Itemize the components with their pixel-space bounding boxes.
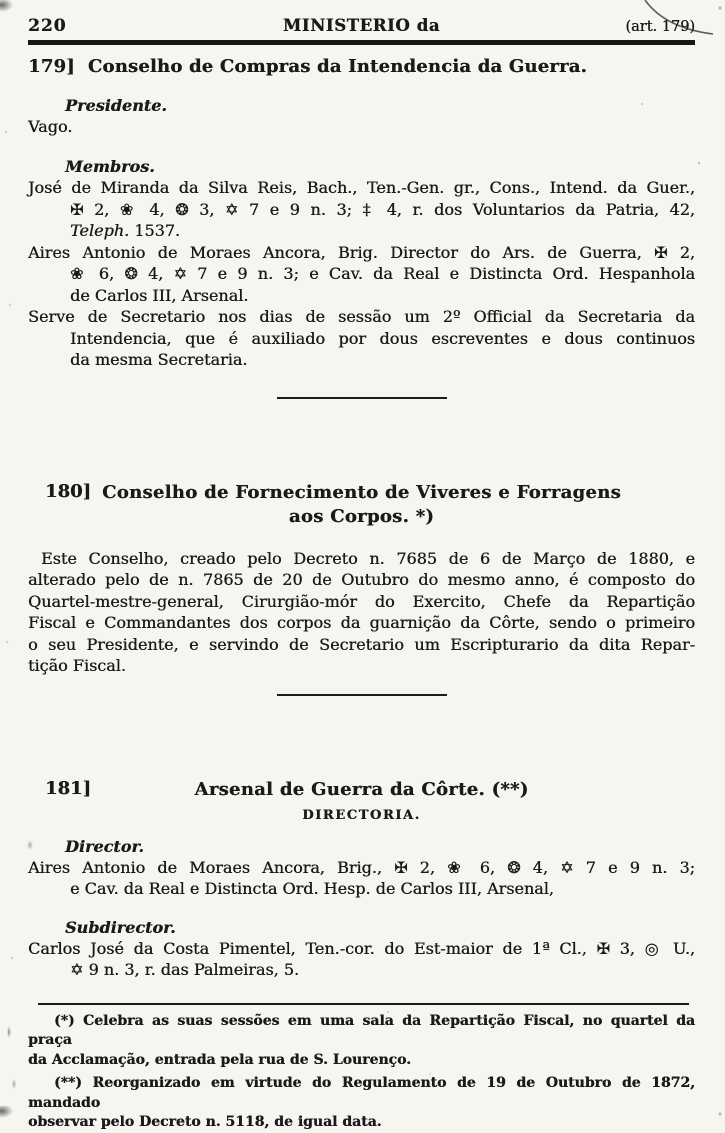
member-entry-jose [28, 177, 695, 242]
text-segment: Intendencia, que é auxiliado por dous escreventes e dous continuos [70, 328, 695, 348]
director-entry [28, 857, 695, 900]
text-line [28, 242, 695, 264]
text-segment: 4, [138, 199, 176, 219]
text-line [28, 655, 695, 677]
text-line [28, 634, 695, 656]
text-line [28, 263, 695, 285]
text-line [28, 938, 695, 960]
circled-medal-icon: ◎ [644, 938, 664, 958]
secretary-note [28, 306, 695, 371]
running-header [28, 0, 695, 36]
text-segment: U., [663, 938, 696, 958]
text-segment: 3, [609, 938, 645, 958]
text-line [28, 857, 695, 879]
section-180-heading [28, 481, 695, 529]
double-dagger-medal-icon: ‡ [362, 199, 377, 219]
text-segment: 4, [137, 264, 174, 283]
maltese-cross-medal-icon: ✠ [654, 242, 668, 262]
six-pointed-star-medal-icon: ✡ [224, 199, 239, 219]
text-segment: 9 n. 3, r. das Palmeiras, 5. [83, 960, 300, 979]
text-line [28, 306, 695, 328]
section-180-number: 180] [45, 480, 92, 502]
six-pointed-star-medal-icon: ✡ [70, 960, 84, 979]
section-separator [277, 694, 447, 696]
text-line [28, 220, 695, 242]
text-line [28, 349, 695, 371]
footnote-rule [38, 1003, 689, 1005]
text-line [28, 1012, 695, 1051]
article-reference: (art. 179) [625, 19, 695, 35]
text-segment: Quartel-mestre-general, Cirurgião-mór do Exercito, Chefe da Repartição [28, 591, 695, 611]
footnote-2 [28, 1074, 695, 1133]
maltese-cross-medal-icon: ✠ [70, 199, 84, 219]
director-label: Director. [65, 836, 144, 856]
text-line [28, 1051, 695, 1071]
text-segment: Serve de Secretario nos dias de sessão um 2º Official da Secretaria da [28, 307, 695, 326]
text-line [28, 199, 695, 221]
crowned-rosette-medal-icon: ❀ [447, 857, 468, 877]
maltese-cross-medal-icon: ✠ [394, 857, 408, 877]
rosette-star-medal-icon: ❂ [124, 264, 138, 283]
text-line [28, 328, 695, 350]
text-segment: de Carlos III, Arsenal. [70, 285, 249, 305]
section-180-paragraph [28, 548, 695, 677]
section-180-title-line2: aos Corpos. *) [288, 505, 435, 527]
text-line [28, 878, 695, 900]
text-segment: tição Fiscal. [28, 656, 126, 675]
text-segment: 6, [88, 264, 125, 283]
subdirector-label: Subdirector. [65, 917, 176, 937]
header-rule [28, 40, 695, 45]
text-segment: 7 e 9 n. 3; [238, 199, 363, 219]
section-separator [277, 397, 447, 399]
rosette-star-medal-icon: ❂ [507, 857, 521, 877]
text-segment: 7 e 9 n. 3; [573, 857, 696, 877]
text-segment: 2, [83, 199, 120, 219]
text-segment: Fiscal e Commandantes dos corpos da guarnição da Côrte, sendo o primeiro [28, 613, 695, 632]
text-segment: (**) Reorganizado em virtude do Regulamento de 19 de Outubro de 1872, mandado [28, 1075, 695, 1111]
text-segment: (*) Celebra as suas sessões em uma sala da Repartição Fiscal, no quartel da praça [28, 1012, 695, 1048]
text-line [28, 959, 695, 981]
rosette-star-medal-icon: ❂ [175, 199, 189, 219]
text-segment: 6, [467, 857, 508, 877]
text-segment: observar pelo Decreto n. 5118, de igual data. [28, 1114, 382, 1130]
subdirector-entry [28, 938, 695, 981]
text-line [28, 548, 695, 570]
text-segment: Aires Antonio de Moraes Ancora, Brig., [28, 857, 395, 877]
section-179-heading [28, 56, 695, 78]
text-segment: e Cav. da Real e Distincta Ord. Hesp. de Carlos III, Arsenal, [70, 879, 554, 898]
text-segment: 1537. [129, 221, 181, 240]
text-segment: alterado pelo de n. 7865 de 20 de Outubro do mesmo anno, é composto do [28, 570, 695, 589]
text-segment: da mesma Secretaria. [70, 350, 248, 369]
section-180-title-line1: Conselho de Fornecimento de Viveres e Forragens [102, 481, 621, 503]
text-segment: Teleph. [70, 221, 130, 240]
footnote-1 [28, 1012, 695, 1071]
section-181-number: 181] [45, 777, 92, 799]
text-segment: 2, [407, 857, 448, 877]
section-181-title: Arsenal de Guerra da Côrte. (**) [194, 778, 529, 800]
text-segment: 2, [667, 242, 695, 262]
text-segment: 7 e 9 n. 3; e Cav. da Real e Distincta Ord. Hespanhola [186, 264, 696, 283]
text-segment: José de Miranda da Silva Reis, Bach., Ten.-Gen. gr., Cons., Intend. da Guer., [28, 178, 695, 197]
section-181-heading [28, 778, 695, 802]
section-179-title: Conselho de Compras da Intendencia da Guerra. [87, 55, 587, 77]
page-number: 220 [28, 16, 67, 36]
text-line [28, 612, 695, 634]
crowned-rosette-medal-icon: ❀ [70, 264, 89, 283]
text-segment: o seu Presidente, e servindo de Secretario um Escripturario da dita Repar- [28, 634, 695, 654]
text-line [28, 177, 695, 199]
crowned-rosette-medal-icon: ❀ [119, 199, 139, 219]
text-line [28, 285, 695, 307]
text-segment: 3, [188, 199, 225, 219]
text-line [28, 1074, 695, 1113]
maltese-cross-medal-icon: ✠ [596, 938, 610, 958]
text-line [28, 591, 695, 613]
presidente-label: Presidente. [65, 95, 167, 115]
text-line [28, 1113, 695, 1133]
text-segment: Carlos José da Costa Pimentel, Ten.-cor. do Est-maior de 1ª Cl., [28, 938, 597, 958]
six-pointed-star-medal-icon: ✡ [173, 264, 187, 283]
text-line [28, 569, 695, 591]
running-title: MINISTERIO da [282, 16, 441, 35]
directoria-subtitle: DIRECTORIA. [302, 807, 421, 823]
text-segment: 4, r. dos Voluntarios da Patria, 42, [376, 199, 696, 219]
six-pointed-star-medal-icon: ✡ [560, 857, 574, 877]
text-segment: Este Conselho, creado pelo Decreto n. 7685 de 6 de Março de 1880, e [41, 548, 695, 568]
text-segment: Aires Antonio de Moraes Ancora, Brig. Director do Ars. de Guerra, [28, 242, 654, 262]
section-179-number: 179] [28, 55, 75, 77]
membros-label: Membros. [65, 157, 155, 176]
text-segment: 4, [520, 857, 561, 877]
member-entry-aires [28, 242, 695, 307]
text-segment: da Acclamação, entrada pela rua de S. Lourenço. [28, 1051, 412, 1068]
presidente-value: Vago. [28, 116, 73, 136]
